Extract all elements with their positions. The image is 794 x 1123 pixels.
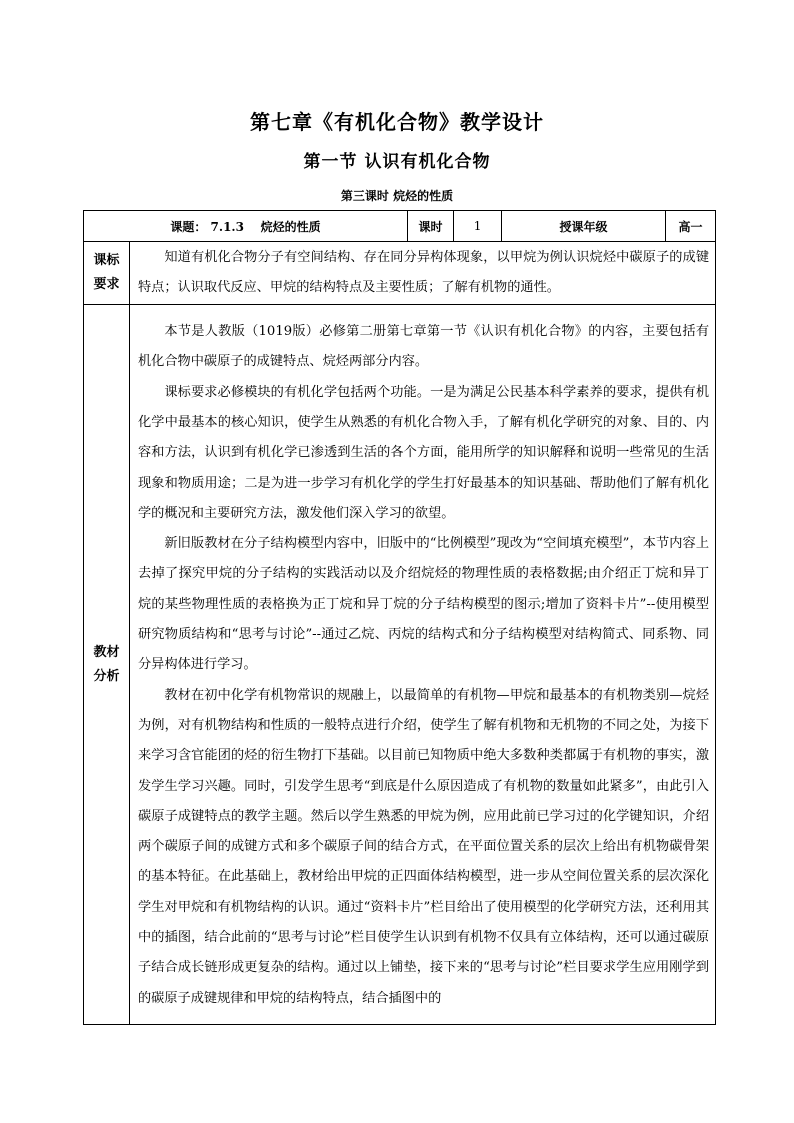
textbook-analysis-label: 教材 分析 — [84, 305, 130, 1025]
section-title: 第一节 认识有机化合物 — [303, 152, 491, 172]
analysis-paragraph: 教材在初中化学有机物常识的规融上，以最简单的有机物—甲烷和最基本的有机物类别—烷烃为例，对有机物结构和性质的一般特点进行介绍，使学生了解有机物和无机物的不同之处，为接下来学习含官能团的烃的衍生物打下基础。以目前已知物质中绝大多数种类都属于有机物的事实，激发学生学习兴趣。同时，引发学生思考“到底是什么原因造成了有机物的数量如此紧多”，由此引入碳原子成键特点的教学主题。然后以学生熟悉的甲烷为例，应用此前已学习过的化学键知识，介绍两个碳原子间的成键方式和多个碳原子间的结合方式，在平面位置关系的层次上给出有机物碳骨架的基本特征。在此基础上，教材给出甲烷的正四面体结构模型，进一步从空间位置关系的层次深化学生对甲烷和有机物结构的认识。通过“资料卡片”栏目给出了使用模型的化学研究方法，还利用其中的插图，结合此前的“思考与讨论”栏目使学生认识到有机物不仅具有立体结构，还可以通过碳原子结合成长链形成更复杂的结构。通过以上铺垫，接下来的“思考与讨论”栏目要求学生应用刚学到的碳原子成键规律和甲烷的结构特点，结合插图中的 — [138, 687, 710, 1006]
analysis-paragraph: 课标要求必修模块的有机化学包括两个功能。一是为满足公民基本科学素养的要求，提供有机化学中最基本的核心知识，使学生从熟悉的有机化合物入手，了解有机化学研究的对象、目的、内容和方法，认识到有机化学已渗透到生活的各个方面，能用所学的知识解释和说明一些常见的生活现象和物质用途；二是为进一步学习有机化学的学生打好最基本的知识基础、帮助他们了解有机化学的概况和主要研究方法，激发他们深入学习的欲望。 — [138, 384, 710, 521]
topic-value: 7.1.3 烷烃的性质 — [210, 219, 321, 234]
textbook-analysis-row — [84, 305, 716, 1025]
grade-label: 授课年级 — [502, 211, 666, 242]
document-title: 第七章《有机化合物》教学设计 — [250, 110, 544, 134]
topic-label: 课题： — [170, 219, 207, 234]
header-row — [84, 211, 716, 242]
curriculum-standard-row — [84, 242, 716, 305]
grade-value: 高一 — [666, 211, 716, 242]
lesson-title: 第三课时 烷烃的性质 — [340, 189, 454, 203]
analysis-paragraph: 新旧版教材在分子结构模型内容中，旧版中的“比例模型”现改为“空间填充模型”，本节内容上去掉了探究甲烷的分子结构的实践活动以及介绍烷烃的物理性质的表格数据;由介绍正丁烷和异丁烷的某些物理性质的表格换为正丁烷和异丁烷的分子结构模型的图示;增加了资料卡片”--使用模型研究物质结构和“思考与讨论”--通过乙烷、丙烷的结构式和分子结构模型对结构简式、同系物、同分异构体进行学习。 — [138, 536, 710, 673]
lesson-plan-table — [83, 210, 716, 1025]
curriculum-standard-text: 知道有机化合物分子有空间结构、存在同分异构体现象，以甲烷为例认识烷烃中碳原子的成键特点；认识取代反应、甲烷的结构特点及主要性质；了解有机物的通性。 — [130, 242, 716, 305]
curriculum-standard-label: 课标 要求 — [84, 242, 130, 305]
textbook-analysis-text — [130, 305, 716, 1025]
period-value: 1 — [454, 211, 502, 242]
topic-cell — [84, 211, 408, 242]
period-label: 课时 — [408, 211, 454, 242]
analysis-paragraph: 本节是人教版（1019版）必修第二册第七章第一节《认识有机化合物》的内容，主要包括有机化合物中碳原子的成键特点、烷烃两部分内容。 — [138, 324, 710, 370]
